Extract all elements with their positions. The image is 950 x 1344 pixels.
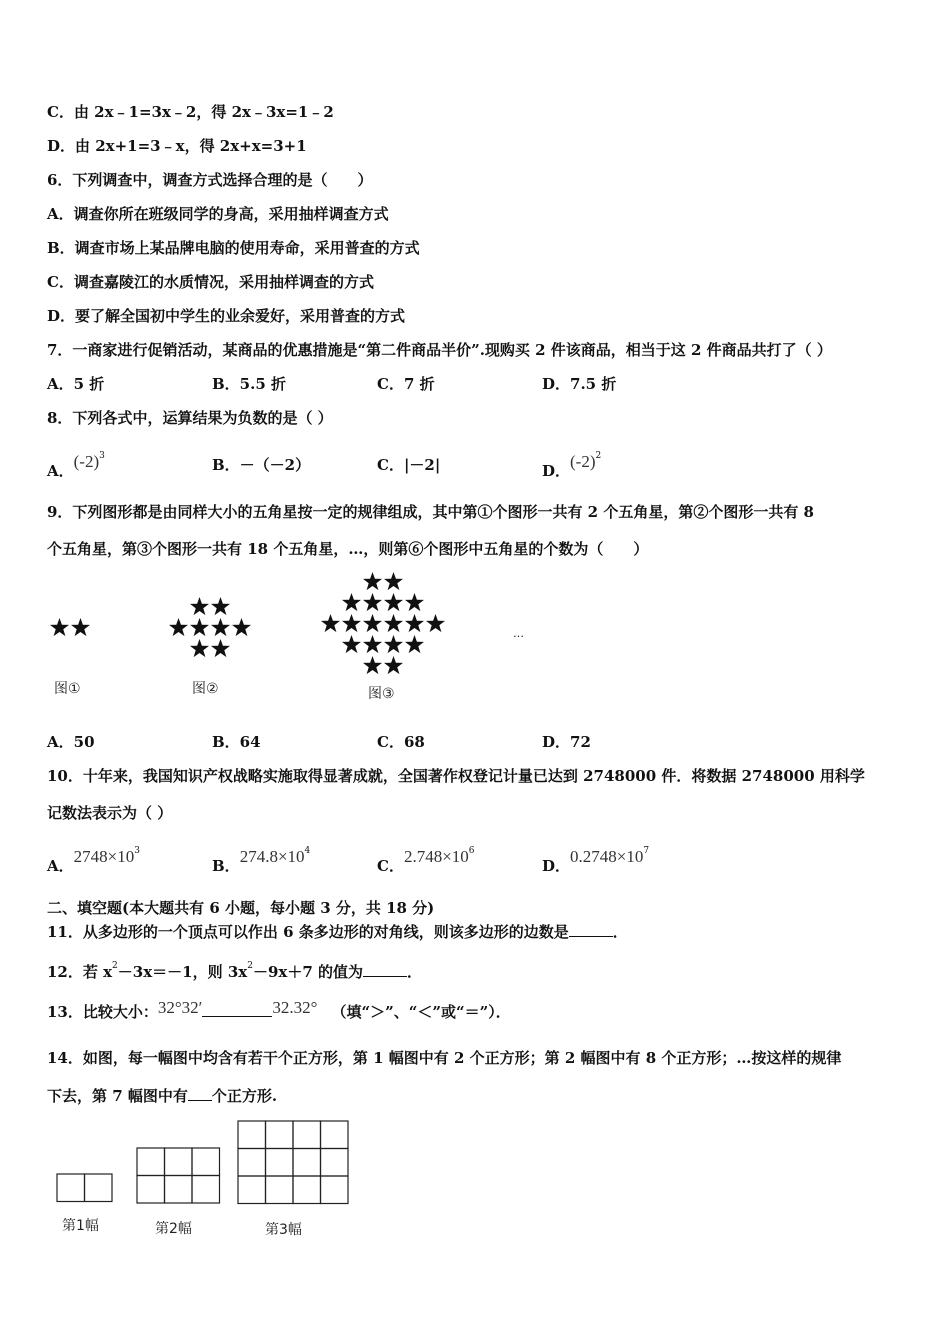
star-icon <box>384 614 403 632</box>
q8-option-a <box>47 451 105 481</box>
star-icon <box>363 572 382 590</box>
star-icon <box>71 618 90 636</box>
grid-square <box>85 1174 113 1202</box>
grid-square <box>266 1149 294 1177</box>
section2-heading: 二、填空题(本大题共有 6 小题，每小题 3 分，共 18 分) <box>47 899 435 917</box>
grid-square <box>137 1148 165 1176</box>
q7-option-d: D．7.5 折 <box>542 375 617 393</box>
q9-stem-line1: 9．下列图形都是由同样大小的五角星按一定的规律组成，其中第①个图形一共有 2 个五角星，第②个图形一共有 8 <box>47 503 814 521</box>
q5-option-c: C．由 2x﹣1=3x﹣2，得 2x﹣3x=1﹣2 <box>47 103 334 121</box>
q10-option-a-label: A． <box>47 857 74 875</box>
star-icon <box>232 618 251 636</box>
star-icon <box>384 635 403 653</box>
q9-fig1-label: 图① <box>54 681 81 697</box>
grid-square <box>293 1176 321 1204</box>
q13-pre: 13．比较大小： <box>47 1003 158 1021</box>
q5-option-d: D．由 2x+1=3﹣x，得 2x+x=3+1 <box>47 137 307 155</box>
star-icon <box>363 614 382 632</box>
q8-option-a-label: A． <box>47 462 74 480</box>
star-icon <box>342 635 361 653</box>
grid-square <box>266 1176 294 1204</box>
q12-line <box>47 956 422 982</box>
q8-option-d <box>542 451 602 481</box>
q10-option-c-base: 2.748×10 <box>403 847 469 866</box>
q10-option-c <box>377 846 475 876</box>
grid-square <box>192 1176 220 1204</box>
star-icon <box>384 593 403 611</box>
grid-square <box>165 1176 193 1204</box>
q11-text: 11．从多边形的一个顶点可以作出 6 条多边形的对角线，则该多边形的边数是 <box>47 923 569 941</box>
star-icon <box>321 614 340 632</box>
q8-option-b: B．－（－2） <box>212 456 311 474</box>
star-icon <box>384 656 403 674</box>
q8-option-d-label: D． <box>542 462 571 480</box>
q10-option-d-base: 0.2748×10 <box>570 847 644 866</box>
q7-option-b: B．5.5 折 <box>212 375 286 393</box>
q14-stem2-pre: 下去，第 7 幅图中有 <box>47 1087 188 1105</box>
q10-option-d <box>542 846 650 876</box>
grid-square <box>238 1121 266 1149</box>
star-icon <box>363 656 382 674</box>
star-icon <box>190 639 209 657</box>
q10-option-d-exp: 7 <box>643 846 650 856</box>
q7-option-c: C．7 折 <box>377 375 435 393</box>
q6-option-c: C．调查嘉陵江的水质情况，采用抽样调查的方式 <box>47 273 374 291</box>
grid-square <box>266 1121 294 1149</box>
q11-end: ． <box>612 923 628 941</box>
star-icon <box>405 614 424 632</box>
q10-option-b-exp: 4 <box>304 846 311 856</box>
star-icon <box>363 635 382 653</box>
q13-answer-blank[interactable] <box>202 1002 272 1017</box>
star-icon <box>363 593 382 611</box>
star-icon <box>211 618 230 636</box>
grid-square <box>293 1149 321 1177</box>
grid-square <box>192 1148 220 1176</box>
q13-line <box>47 998 511 1022</box>
star-icon <box>169 618 188 636</box>
q13-left-value: 32°32′ <box>157 998 203 1017</box>
q8-option-d-exp: 2 <box>595 451 602 461</box>
q9-fig2-label: 图② <box>192 681 219 697</box>
grid-square <box>238 1149 266 1177</box>
q13-right-value: 32.32° <box>272 998 318 1017</box>
q10-option-a-base: 2748×10 <box>73 847 135 866</box>
q10-option-a-exp: 3 <box>134 846 140 856</box>
star-icon <box>342 593 361 611</box>
q6-stem: 6．下列调查中，调查方式选择合理的是（ ） <box>47 171 373 189</box>
q12-exp1: 2 <box>112 961 118 971</box>
grid-square <box>165 1148 193 1176</box>
star-icon <box>50 618 69 636</box>
star-icon <box>426 614 445 632</box>
q10-option-b-label: B． <box>212 857 240 875</box>
q8-option-a-base: (-2) <box>73 452 100 471</box>
q14-fig2-label: 第2幅 <box>155 1221 192 1237</box>
q14-answer-blank[interactable] <box>188 1086 212 1101</box>
q12-pre: 12．若 x <box>47 963 113 981</box>
q11-line <box>47 922 628 942</box>
star-icon <box>405 635 424 653</box>
q9-stem-line2: 个五角星，第③个图形一共有 18 个五角星，…，则第⑥个图形中五角星的个数为（ ） <box>47 540 649 558</box>
q10-option-c-label: C． <box>377 857 404 875</box>
grid-square <box>293 1121 321 1149</box>
grid-square <box>238 1176 266 1204</box>
q10-option-d-label: D． <box>542 857 571 875</box>
grid-square <box>321 1149 349 1177</box>
q9-fig3-label: 图③ <box>368 686 395 702</box>
grid-square <box>321 1176 349 1204</box>
q9-option-c: C．68 <box>377 733 425 751</box>
q14-fig3-label: 第3幅 <box>265 1222 302 1238</box>
q10-stem-line1: 10．十年来，我国知识产权战略实施取得显著成就，全国著作权登记计量已达到 2748000 件．将数据 2748000 用科学 <box>47 767 865 785</box>
q7-option-a: A．5 折 <box>47 375 105 393</box>
grid-square <box>137 1176 165 1204</box>
q6-option-b: B．调查市场上某品牌电脑的使用寿命，采用普查的方式 <box>47 239 420 257</box>
star-icon <box>211 597 230 615</box>
q12-end: ． <box>406 963 422 981</box>
star-icon <box>342 614 361 632</box>
q12-answer-blank[interactable] <box>363 962 407 977</box>
q10-option-a <box>47 846 140 876</box>
q6-option-a: A．调查你所在班级同学的身高，采用抽样调查方式 <box>47 205 389 223</box>
q14-fig1-label: 第1幅 <box>62 1218 99 1234</box>
q9-option-d: D．72 <box>542 733 591 751</box>
q9-option-b: B．64 <box>212 733 261 751</box>
q13-post: （填“＞”、“＜”或“＝”）． <box>331 1003 511 1021</box>
q8-stem: 8．下列各式中，运算结果为负数的是（ ） <box>47 409 333 427</box>
q9-ellipsis: … <box>513 627 524 640</box>
q14-stem-line2 <box>47 1086 277 1106</box>
q10-option-c-exp: 6 <box>468 846 475 856</box>
q8-option-c: C．|－2| <box>377 456 441 474</box>
q6-option-d: D．要了解全国初中学生的业余爱好，采用普查的方式 <box>47 307 406 325</box>
star-icon <box>384 572 403 590</box>
q8-option-d-base: (-2) <box>570 452 596 471</box>
star-icon <box>190 597 209 615</box>
grid-square <box>321 1121 349 1149</box>
q12-post: －9x＋7 的值为 <box>252 963 363 981</box>
q11-answer-blank[interactable] <box>569 922 613 937</box>
q10-stem-line2: 记数法表示为（ ） <box>47 804 173 822</box>
star-icon <box>405 593 424 611</box>
q12-exp2: 2 <box>247 961 253 971</box>
q12-mid: －3x＝－1，则 3x <box>117 963 248 981</box>
q10-option-b <box>212 846 311 876</box>
grid-square <box>57 1174 85 1202</box>
star-icon <box>211 639 230 657</box>
q9-star-figures <box>0 565 600 715</box>
q10-option-b-base: 274.8×10 <box>239 847 305 866</box>
q8-option-a-exp: 3 <box>99 451 105 461</box>
q7-stem: 7．一商家进行促销活动，某商品的优惠措施是“第二件商品半价”.现购买 2 件该商品，相当于这 2 件商品共打了（ ） <box>47 341 832 359</box>
q14-square-figures <box>0 1110 400 1250</box>
star-icon <box>190 618 209 636</box>
q14-stem2-post: 个正方形. <box>211 1087 278 1105</box>
q9-option-a: A．50 <box>47 733 95 751</box>
q14-stem-line1: 14．如图，每一幅图中均含有若干个正方形，第 1 幅图中有 2 个正方形；第 2 幅图中有 8 个正方形；…按这样的规律 <box>47 1049 842 1067</box>
